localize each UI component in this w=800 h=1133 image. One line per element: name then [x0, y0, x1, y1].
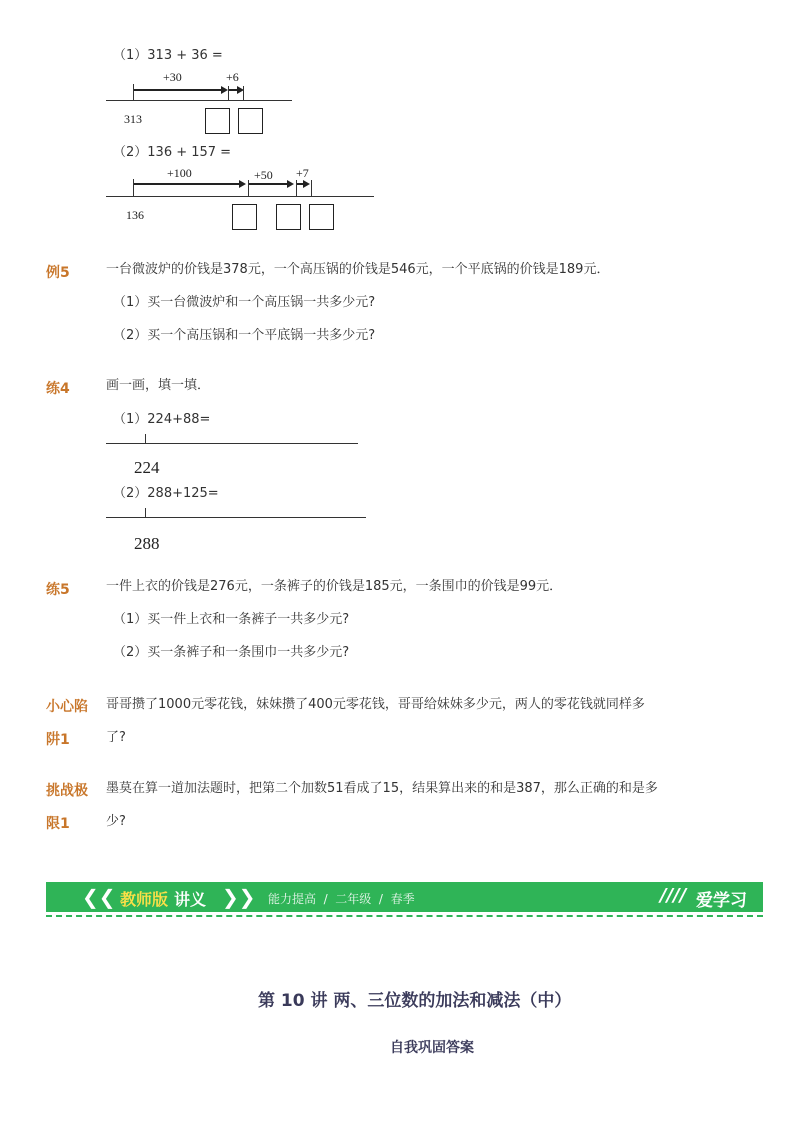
nl2-arrow-1: [133, 183, 240, 185]
banner-breadcrumb: 能力提高 / 二年级 / 春季: [268, 892, 415, 906]
example5-text: 一台微波炉的价钱是378元，一个高压锅的价钱是546元，一个平底锅的价钱是189元．: [106, 262, 610, 277]
nl2-answer-box-1[interactable]: [232, 204, 257, 230]
banner-title-b: 讲义: [174, 890, 207, 909]
trap-label-line2: 阱1: [46, 732, 70, 748]
nl1-step1-label: +30: [163, 70, 182, 84]
nl1-tick-end: [243, 86, 244, 100]
nl2-problem: （2）136 + 157 =: [113, 145, 232, 160]
practice5-label: 练5: [46, 582, 70, 598]
nl1-start-number: 313: [124, 112, 142, 126]
brand-logo-icon: ////: [660, 885, 687, 906]
nl2-answer-box-2[interactable]: [276, 204, 301, 230]
section-subtitle: 自我巩固答案: [390, 1040, 474, 1056]
nl1-arrow-1: [133, 89, 222, 91]
trap-label-line1: 小心陷: [46, 699, 88, 715]
practice4-n1: 224: [134, 458, 160, 477]
nl2-tick-end: [311, 180, 312, 196]
banner-divider: [46, 915, 763, 917]
example5-q1: （1）买一台微波炉和一个高压锅一共多少元?: [113, 295, 376, 310]
challenge-text-line2: 少?: [106, 814, 126, 829]
nl1-arrow-2: [228, 89, 238, 91]
nl2-tick-start: [133, 179, 134, 196]
nl1-tick-mid: [228, 86, 229, 100]
practice4-q1: （1）224+88=: [113, 412, 211, 427]
nl1-answer-box-2[interactable]: [238, 108, 263, 134]
nl2-tick-a: [248, 180, 249, 196]
nl1-step2-label: +6: [226, 70, 239, 84]
practice4-line1-tick: [145, 434, 146, 444]
lesson-title: 第 10 讲 两、三位数的加法和减法（中）: [258, 991, 572, 1011]
nl1-axis: [106, 100, 292, 101]
practice4-line2-tick: [145, 508, 146, 518]
practice5-text: 一件上衣的价钱是276元，一条裤子的价钱是185元，一条围巾的价钱是99元．: [106, 579, 563, 594]
banner-chevrons-left-icon: ❮❮: [82, 885, 116, 909]
banner-title-a: 教师版: [120, 890, 169, 909]
practice4-q2: （2）288+125=: [113, 486, 219, 501]
nl1-tick-start: [133, 84, 134, 100]
practice4-text: 画一画，填一填．: [106, 378, 211, 393]
nl2-step1-label: +100: [167, 166, 192, 180]
nl2-step2-label: +50: [254, 168, 273, 182]
practice4-label: 练4: [46, 381, 70, 397]
nl2-axis: [106, 196, 374, 197]
practice4-n2: 288: [134, 534, 160, 553]
trap-text-line2: 了?: [106, 730, 126, 745]
nl2-answer-box-3[interactable]: [309, 204, 334, 230]
nl2-arrow-2: [248, 183, 288, 185]
challenge-text-line1: 墨莫在算一道加法题时，把第二个加数51看成了15，结果算出来的和是387，那么正确的和是多: [106, 781, 658, 796]
nl2-start-number: 136: [126, 208, 144, 222]
nl2-arrow-3: [296, 183, 304, 185]
banner-chevrons-right-icon: ❯❯: [222, 885, 256, 909]
teacher-edition-banner: [46, 882, 763, 912]
nl1-problem: （1）313 + 36 =: [113, 48, 223, 63]
trap-text-line1: 哥哥攒了1000元零花钱，妹妹攒了400元零花钱，哥哥给妹妹多少元，两人的零花钱就同样多: [106, 697, 645, 712]
nl2-step3-label: +7: [296, 166, 309, 180]
practice5-q2: （2）买一条裤子和一条围巾一共多少元?: [113, 645, 350, 660]
nl1-answer-box-1[interactable]: [205, 108, 230, 134]
brand-name: 爱学习: [696, 891, 747, 911]
practice5-q1: （1）买一件上衣和一条裤子一共多少元?: [113, 612, 350, 627]
practice4-line1: [106, 443, 358, 444]
example5-q2: （2）买一个高压锅和一个平底锅一共多少元?: [113, 328, 376, 343]
example5-label: 例5: [46, 265, 70, 281]
challenge-label-line1: 挑战极: [46, 783, 88, 799]
nl2-tick-b: [296, 180, 297, 196]
challenge-label-line2: 限1: [46, 816, 70, 832]
